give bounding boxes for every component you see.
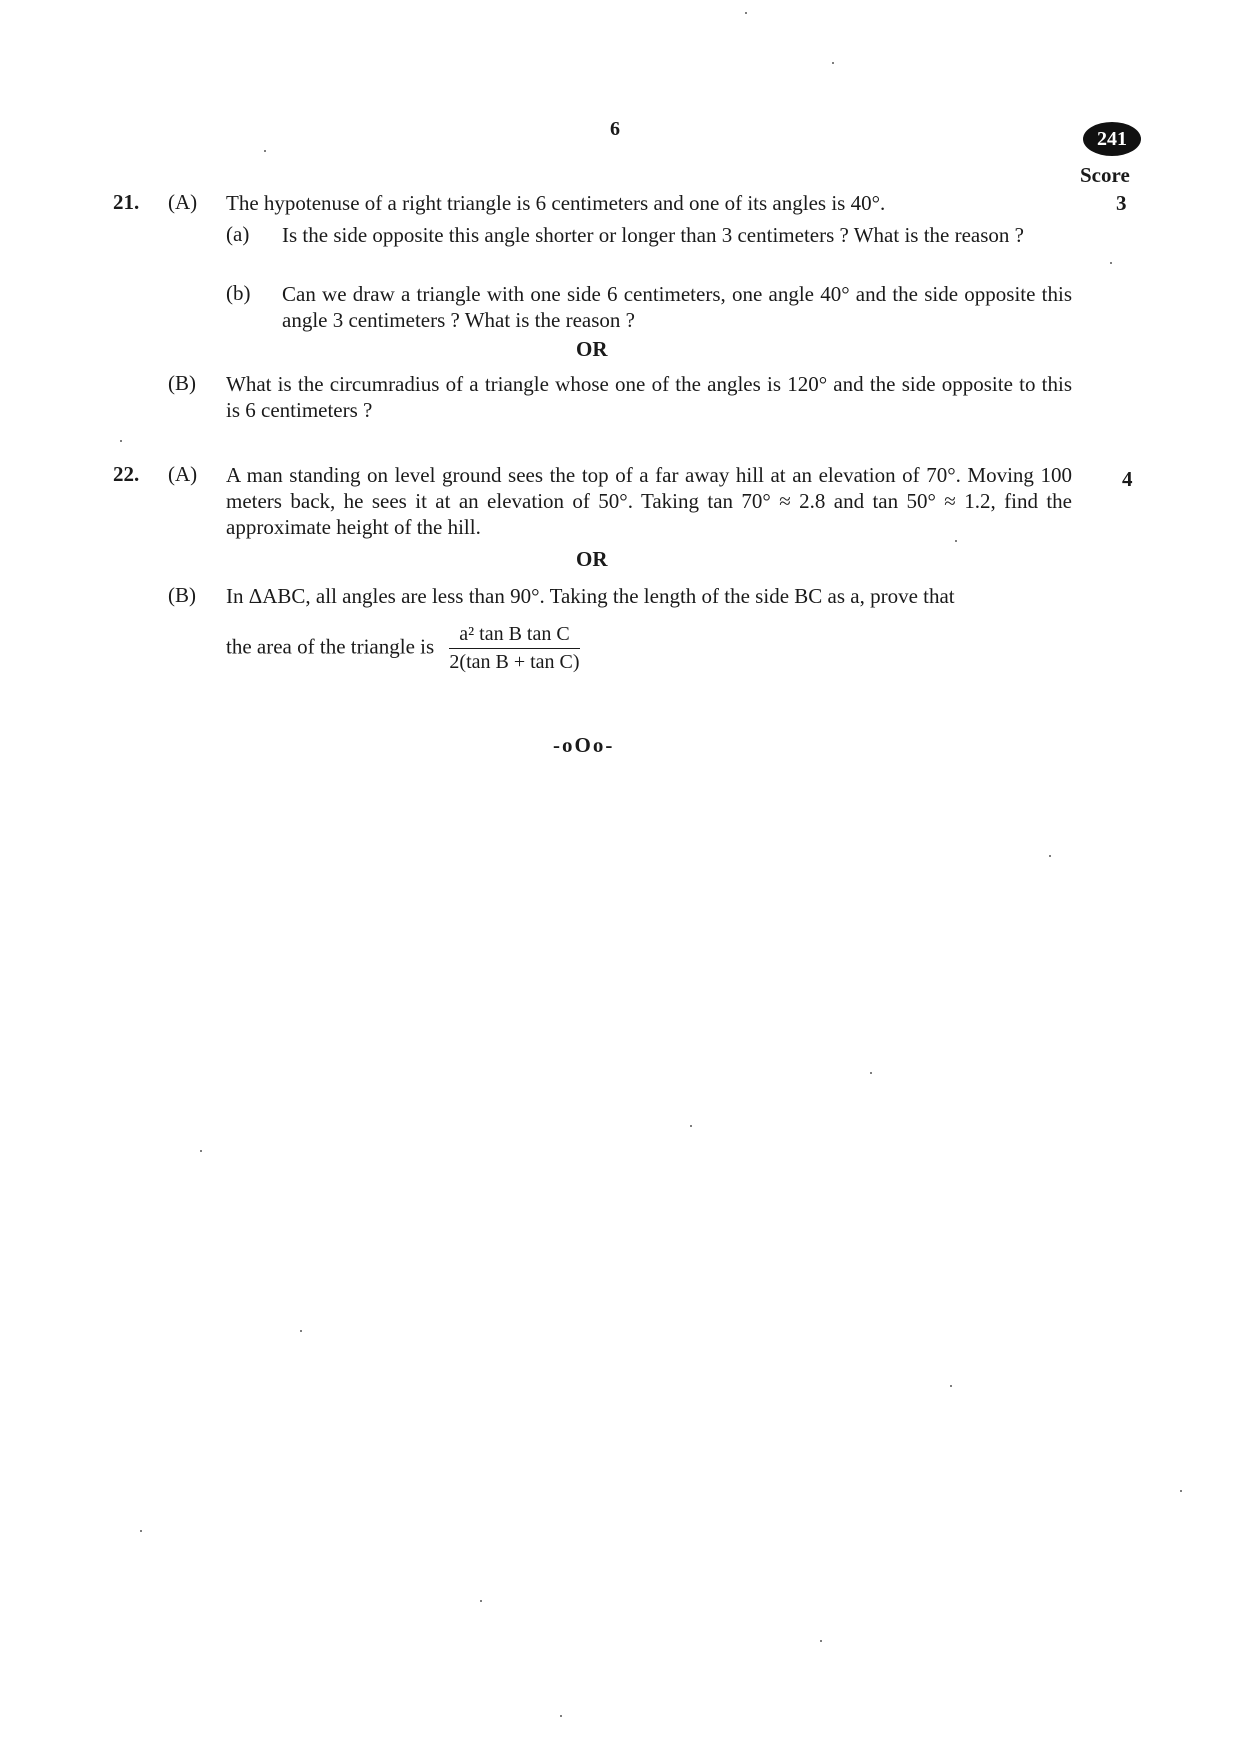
q21-part-b-text: What is the circumradius of a triangle whose one of the angles is 120° and the side opposite to this is 6 centimeters ?	[226, 372, 1072, 422]
q21-or-divider: OR	[576, 337, 608, 361]
q22-formula-intro: the area of the triangle is	[226, 634, 435, 659]
q22-formula-line	[226, 623, 580, 674]
end-of-paper-mark: -oOo-	[553, 733, 615, 757]
q21-score: 3	[1116, 191, 1127, 215]
page-number: 6	[610, 118, 620, 140]
q21-sub-b-label: (b)	[226, 281, 251, 305]
formula-denominator: 2(tan B + tan C)	[449, 651, 580, 673]
q21-part-b-label: (B)	[168, 371, 196, 395]
q21-sub-a-label: (a)	[226, 222, 250, 246]
q22-or-divider: OR	[576, 547, 608, 571]
q21-sub-a-text: Is the side opposite this angle shorter or longer than 3 centimeters ? What is the reason ?	[282, 223, 1024, 247]
q21-sub-b-text: Can we draw a triangle with one side 6 centimeters, one angle 40° and the side opposite this angle 3 centimeters ? What is the reason ?	[282, 282, 1072, 332]
q22-part-a-label: (A)	[168, 462, 198, 486]
score-heading: Score	[1080, 163, 1130, 187]
question-number-22: 22.	[113, 462, 140, 486]
q22-score: 4	[1122, 467, 1133, 491]
paper-code-badge: 241	[1083, 122, 1141, 156]
formula-numerator: a² tan B tan C	[449, 623, 579, 649]
q22-part-b-text: In ΔABC, all angles are less than 90°. Taking the length of the side BC as a, prove that	[226, 584, 955, 608]
question-number-21: 21.	[113, 190, 140, 214]
q22-part-a-text: A man standing on level ground sees the top of a far away hill at an elevation of 70°. Moving 100 meters back, he sees it at an elevation of 50°. Taking tan 70° ≈ 2.8 and tan 50° ≈ 1.2, find the approximate height of the hill.	[226, 463, 1072, 539]
area-formula-fraction	[449, 623, 579, 674]
q22-part-b-label: (B)	[168, 583, 196, 607]
q21-part-a-label: (A)	[168, 190, 198, 214]
q21-part-a-text: The hypotenuse of a right triangle is 6 centimeters and one of its angles is 40°.	[226, 191, 886, 215]
